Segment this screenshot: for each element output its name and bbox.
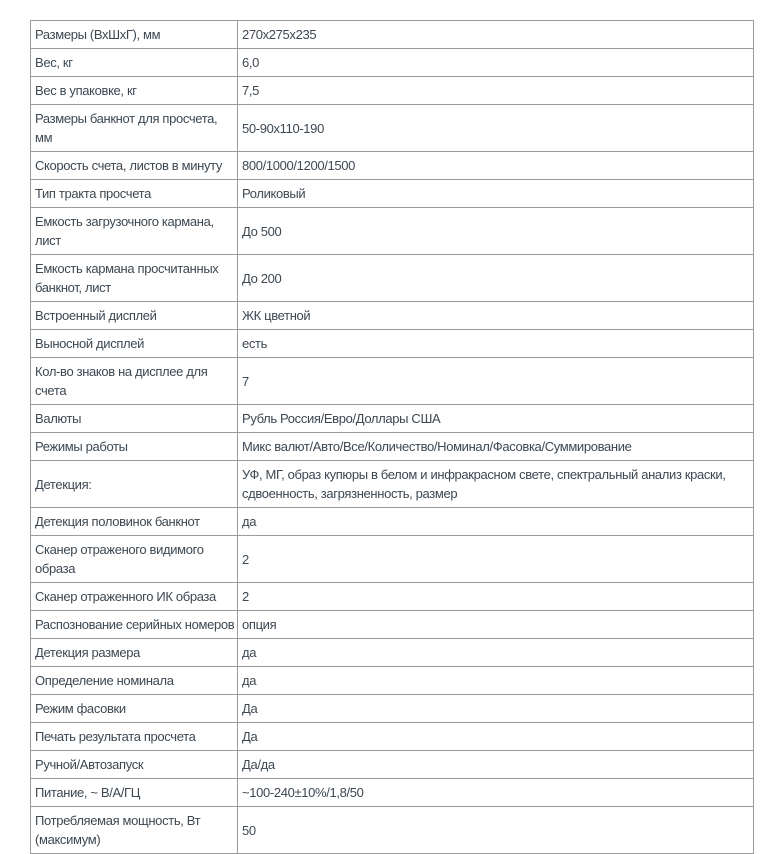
table-row <box>31 49 754 77</box>
spec-label: Питание, ~ В/А/ГЦ <box>31 779 238 807</box>
spec-label: Кол-во знаков на дисплее для счета <box>31 358 238 405</box>
spec-value: 50-90х110-190 <box>238 105 754 152</box>
table-row <box>31 583 754 611</box>
spec-value: 270х275х235 <box>238 21 754 49</box>
spec-value: Рубль Россия/Евро/Доллары США <box>238 405 754 433</box>
table-row <box>31 255 754 302</box>
spec-value: опция <box>238 611 754 639</box>
spec-label: Ручной/Автозапуск <box>31 751 238 779</box>
table-row <box>31 779 754 807</box>
table-row <box>31 405 754 433</box>
spec-table <box>30 20 754 854</box>
table-row <box>31 723 754 751</box>
spec-label: Детекция: <box>31 461 238 508</box>
spec-value: 2 <box>238 583 754 611</box>
spec-value: До 500 <box>238 208 754 255</box>
spec-label: Вес, кг <box>31 49 238 77</box>
spec-label: Детекция половинок банкнот <box>31 508 238 536</box>
spec-label: Режимы работы <box>31 433 238 461</box>
spec-value: 7,5 <box>238 77 754 105</box>
spec-value: Да/да <box>238 751 754 779</box>
spec-label: Валюты <box>31 405 238 433</box>
table-row <box>31 433 754 461</box>
spec-table-body <box>31 21 754 854</box>
spec-value: есть <box>238 330 754 358</box>
spec-value: Да <box>238 695 754 723</box>
spec-value: УФ, МГ, образ купюры в белом и инфракрасном свете, спектральный анализ краски, сдвоенность, загрязненность, размер <box>238 461 754 508</box>
table-row <box>31 105 754 152</box>
spec-label: Тип тракта просчета <box>31 180 238 208</box>
table-row <box>31 639 754 667</box>
spec-value: Роликовый <box>238 180 754 208</box>
table-row <box>31 611 754 639</box>
spec-label: Скорость счета, листов в минуту <box>31 152 238 180</box>
spec-label: Встроенный дисплей <box>31 302 238 330</box>
spec-value: да <box>238 667 754 695</box>
spec-value: 6,0 <box>238 49 754 77</box>
table-row <box>31 302 754 330</box>
spec-value: 50 <box>238 807 754 854</box>
table-row <box>31 21 754 49</box>
spec-label: Емкость загрузочного кармана, лист <box>31 208 238 255</box>
spec-value: ~100-240±10%/1,8/50 <box>238 779 754 807</box>
spec-value: 7 <box>238 358 754 405</box>
spec-value: Да <box>238 723 754 751</box>
table-row <box>31 695 754 723</box>
table-row <box>31 358 754 405</box>
spec-label: Определение номинала <box>31 667 238 695</box>
spec-value: 800/1000/1200/1500 <box>238 152 754 180</box>
table-row <box>31 807 754 854</box>
table-row <box>31 180 754 208</box>
table-row <box>31 751 754 779</box>
spec-label: Сканер отраженого видимого образа <box>31 536 238 583</box>
spec-label: Режим фасовки <box>31 695 238 723</box>
spec-value: Микс валют/Авто/Все/Количество/Номинал/Фасовка/Суммирование <box>238 433 754 461</box>
table-row <box>31 508 754 536</box>
spec-label: Распознование серийных номеров <box>31 611 238 639</box>
spec-label: Детекция размера <box>31 639 238 667</box>
spec-label: Размеры банкнот для просчета, мм <box>31 105 238 152</box>
table-row <box>31 208 754 255</box>
spec-value: да <box>238 508 754 536</box>
table-row <box>31 667 754 695</box>
table-row <box>31 77 754 105</box>
table-row <box>31 330 754 358</box>
table-row <box>31 536 754 583</box>
spec-label: Выносной дисплей <box>31 330 238 358</box>
spec-label: Размеры (ВхШхГ), мм <box>31 21 238 49</box>
spec-value: ЖК цветной <box>238 302 754 330</box>
spec-label: Емкость кармана просчитанных банкнот, лист <box>31 255 238 302</box>
spec-label: Сканер отраженного ИК образа <box>31 583 238 611</box>
table-row <box>31 152 754 180</box>
spec-value: да <box>238 639 754 667</box>
spec-label: Печать результата просчета <box>31 723 238 751</box>
spec-label: Потребляемая мощность, Вт (максимум) <box>31 807 238 854</box>
spec-value: До 200 <box>238 255 754 302</box>
spec-label: Вес в упаковке, кг <box>31 77 238 105</box>
table-row <box>31 461 754 508</box>
spec-value: 2 <box>238 536 754 583</box>
